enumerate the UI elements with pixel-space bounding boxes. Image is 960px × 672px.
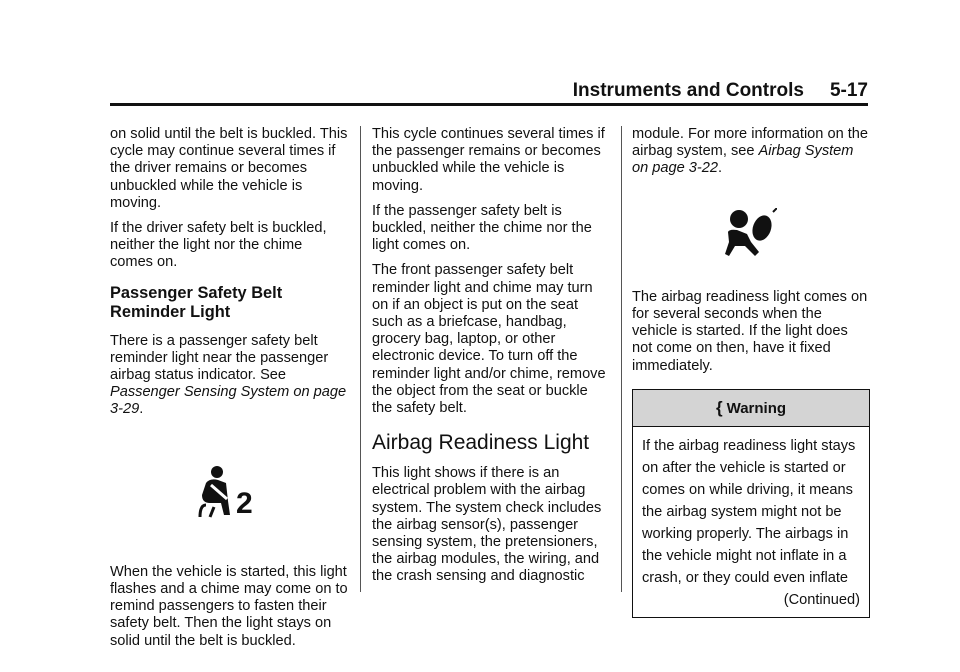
paragraph: This light shows if there is an electrical problem with the airbag system. The system check includes the airbag sensor(s), passenger sensing system, the pretensioners, the airbag modules, the wiring, and the crash sensing and diagnostic [372, 465, 602, 585]
icon-number: 2 [236, 486, 253, 520]
header-rule [110, 103, 868, 106]
column-2 [372, 126, 612, 594]
paragraph: module. For more information on the airbag system, see Airbag System on page 3-22. [632, 126, 869, 177]
cross-reference-link[interactable]: Passenger Sensing System on page 3-29 [110, 384, 347, 418]
section-heading: Passenger Safety Belt Reminder Light [110, 283, 283, 322]
warning-header [633, 390, 869, 427]
warning-icon: { [715, 397, 723, 417]
paragraph: The front passenger safety belt reminder light and chime may turn on if an object is put on the seat such as a briefcase, handbag, grocery bag, laptop, or other electronic device. To turn off the reminder light and/or chime, remove the object from the seat or buckle the safety belt. [372, 262, 606, 417]
seatbelt-reminder-icon [194, 465, 264, 521]
cross-reference-link[interactable]: Airbag System on page 3-22 [632, 143, 854, 177]
paragraph: on solid until the belt is buckled. This cycle may continue several times if the driver remains or becomes unbuckled while the vehicle is moving. [110, 126, 348, 211]
section-title: Instruments and Controls [572, 80, 804, 101]
paragraph: This cycle continues several times if the passenger remains or becomes unbuckled while the vehicle is moving. [372, 126, 605, 194]
paragraph: If the driver safety belt is buckled, neither the light nor the chime comes on. [110, 220, 327, 271]
column-3 [632, 126, 870, 618]
airbag-readiness-icon [725, 208, 777, 258]
seatbelt-reminder-figure [110, 427, 348, 564]
column-1 [110, 126, 348, 658]
page-number: 5-17 [829, 80, 868, 101]
section-heading: Airbag Readiness Light [372, 431, 590, 455]
paragraph: The airbag readiness light comes on for several seconds when the vehicle is started. If the light does not come on then, have it fixed immediately. [632, 288, 868, 374]
warning-title: Warning [726, 399, 787, 417]
warning-text: If the airbag readiness light stays on after the vehicle is started or comes on while driving, it means the airbag system might not be working properly. The airbags in the vehicle might not inflate in a crash, or they could even inflate [642, 437, 856, 586]
paragraph: If the passenger safety belt is buckled, neither the chime nor the light comes on. [372, 202, 592, 254]
column-divider [621, 126, 622, 592]
column-divider [360, 126, 361, 592]
paragraph: There is a passenger safety belt reminder light near the passenger airbag status indicator. See Passenger Sensing System on page 3-29. [110, 332, 347, 418]
warning-body [633, 427, 869, 617]
airbag-readiness-figure [632, 186, 870, 289]
continued-label: (Continued) [783, 591, 860, 608]
paragraph: When the vehicle is started, this light flashes and a chime may come on to remind passengers to fasten their safety belt. Then the light stays on solid until the belt is buckled. [110, 563, 348, 649]
page-header [110, 80, 868, 102]
warning-box [632, 389, 870, 618]
